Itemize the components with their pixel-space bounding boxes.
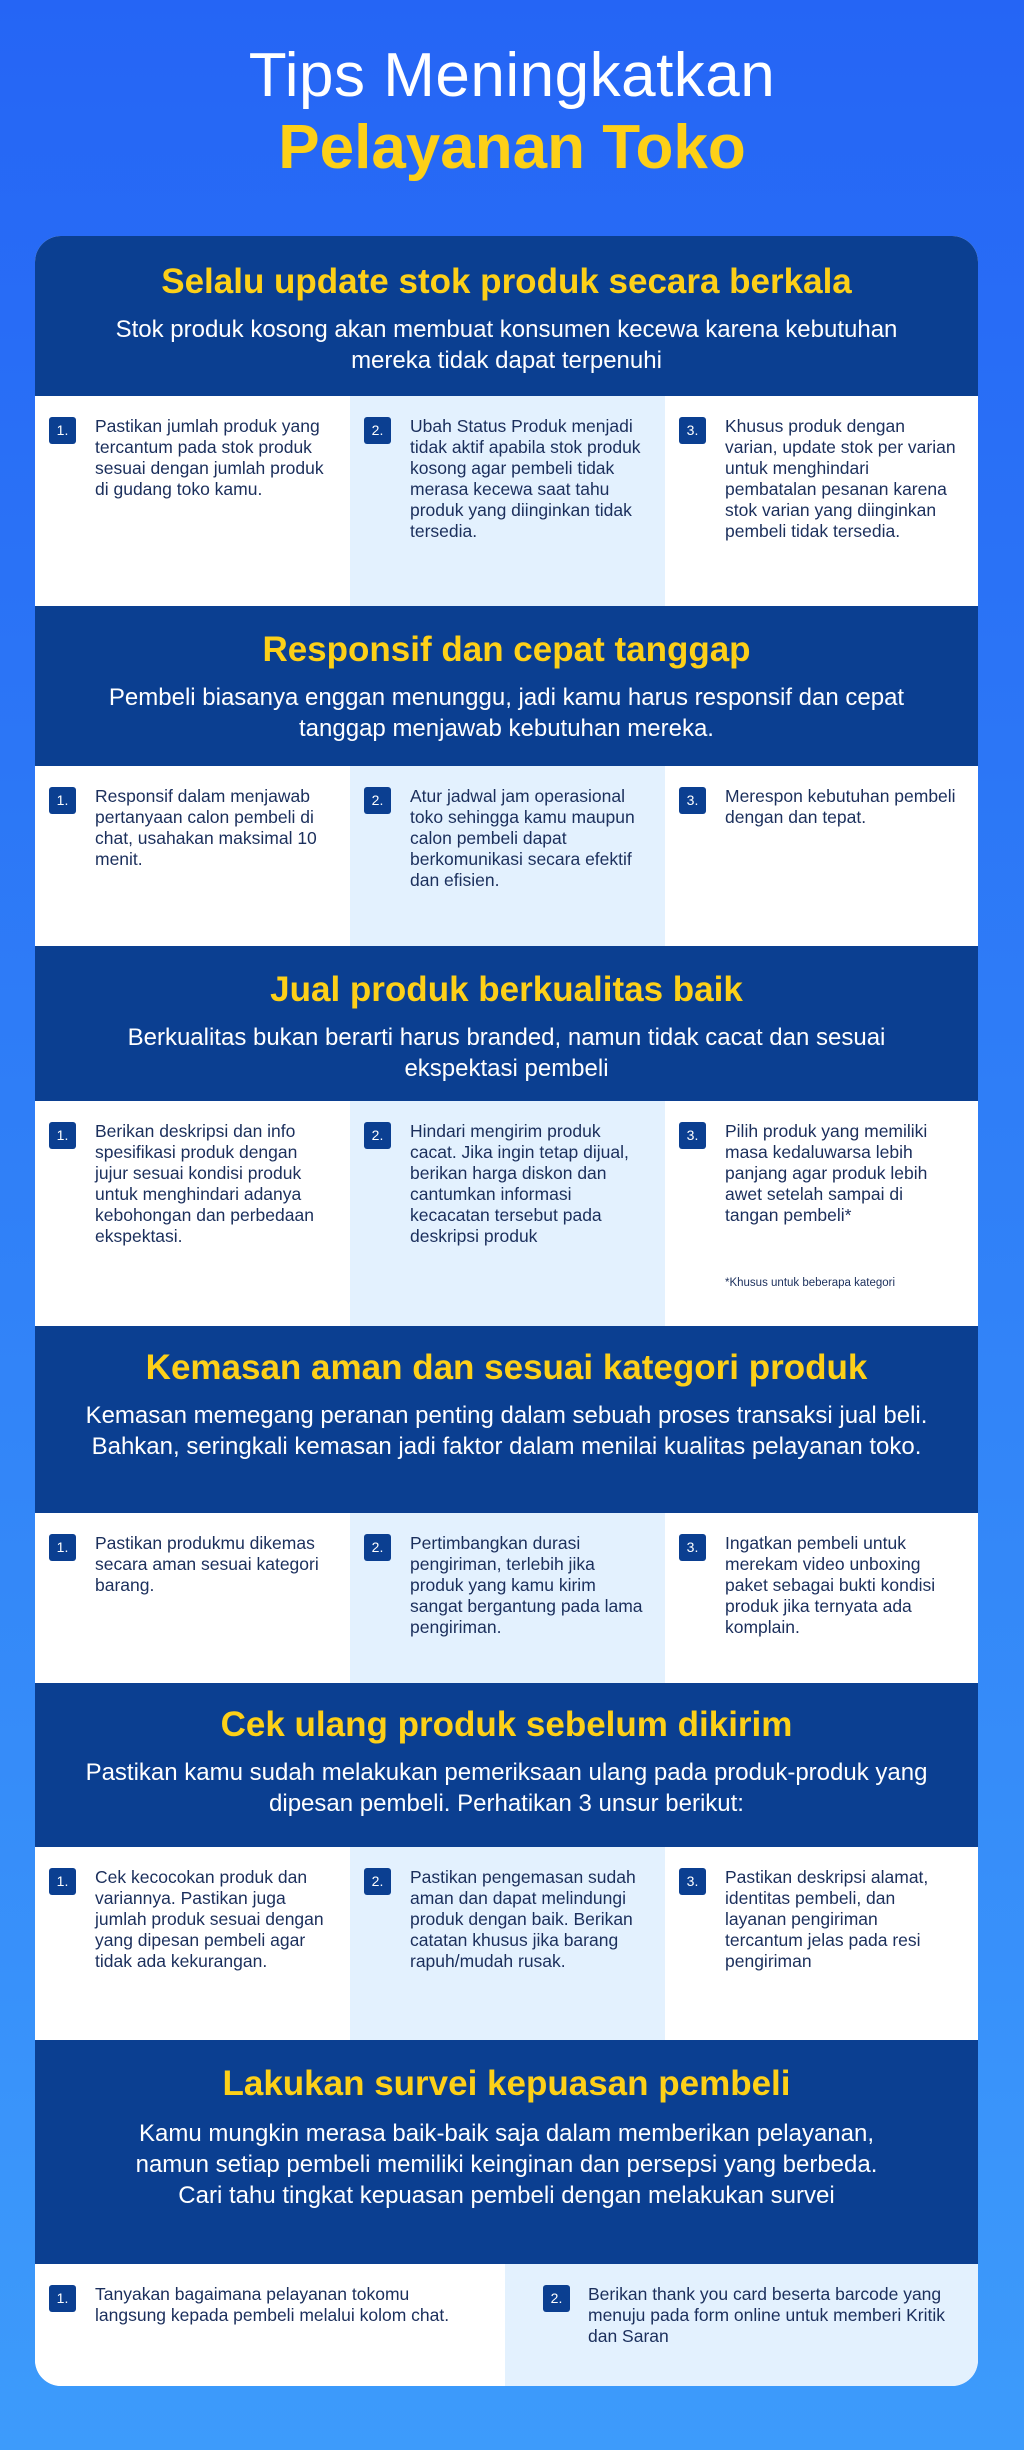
tip-item xyxy=(350,1513,665,1683)
tip-text: Pastikan deskripsi alamat, identitas pembeli, dan layanan pengiriman tercantum jelas pada resi pengiriman xyxy=(725,1867,929,1971)
tips-card xyxy=(35,236,978,2386)
section-description: Pembeli biasanya enggan menunggu, jadi kamu harus responsif dan cepat tanggap menjawab kebutuhan mereka. xyxy=(108,684,905,742)
tip-item xyxy=(665,1513,978,1683)
page-title: Tips Meningkatkan xyxy=(248,41,776,110)
tips-row-packaging xyxy=(35,1513,978,1683)
tip-text: Ingatkan pembeli untuk merekam video unboxing paket sebagai bukti kondisi produk jika ternyata ada komplain. xyxy=(725,1533,936,1637)
tip-text: Berikan thank you card beserta barcode yang menuju pada form online untuk memberi Kritik dan Saran xyxy=(588,2284,945,2346)
tip-number: 2. xyxy=(364,787,391,814)
section-header-survey xyxy=(35,2040,978,2264)
tip-number: 1. xyxy=(49,2285,76,2312)
section-header-recheck xyxy=(35,1683,978,1847)
tip-item xyxy=(665,1101,978,1326)
tip-number: 3. xyxy=(679,787,706,814)
tip-item xyxy=(350,1847,665,2040)
page-subtitle: Pelayanan Toko xyxy=(278,113,746,182)
tip-text: Pilih produk yang memiliki masa kedaluwarsa lebih panjang agar produk lebih awet setelah sampai di tangan pembeli* xyxy=(725,1121,928,1225)
tip-item xyxy=(350,1101,665,1326)
tip-number: 3. xyxy=(679,1122,706,1149)
tip-number: 1. xyxy=(49,417,76,444)
tip-text: Berikan deskripsi dan info spesifikasi produk dengan jujur sesuai kondisi produk untuk menghindari adanya kebohongan dan perbedaan ekspektasi. xyxy=(95,1121,314,1246)
tip-text: Khusus produk dengan varian, update stok per varian untuk menghindari pembatalan pesanan karena stok varian yang diinginkan pembeli tidak tersedia. xyxy=(725,416,956,541)
tip-number: 2. xyxy=(364,1122,391,1149)
section-header-stock xyxy=(35,236,978,396)
section-title: Selalu update stok produk secara berkala xyxy=(161,262,852,301)
tip-number: 1. xyxy=(49,1868,76,1895)
tip-item xyxy=(665,766,978,946)
section-title: Jual produk berkualitas baik xyxy=(270,970,743,1009)
tips-row-stock xyxy=(35,396,978,606)
tips-row-responsive xyxy=(35,766,978,946)
tips-row-recheck xyxy=(35,1847,978,2040)
tip-text: Ubah Status Produk menjadi tidak aktif apabila stok produk kosong agar pembeli tidak merasa kecewa saat tahu produk yang diinginkan tidak tersedia. xyxy=(410,416,641,541)
tip-item xyxy=(35,1513,350,1683)
tip-number: 1. xyxy=(49,1122,76,1149)
section-title: Cek ulang produk sebelum dikirim xyxy=(220,1705,793,1744)
tip-number: 2. xyxy=(364,1868,391,1895)
tips-row-quality xyxy=(35,1101,978,1326)
tip-item xyxy=(35,1847,350,2040)
section-header-quality xyxy=(35,946,978,1101)
section-title: Kemasan aman dan sesuai kategori produk xyxy=(145,1348,868,1387)
tip-text: Pastikan pengemasan sudah aman dan dapat melindungi produk dengan baik. Berikan catatan khusus jika barang rapuh/mudah rusak. xyxy=(410,1867,636,1971)
tip-text: Responsif dalam menjawab pertanyaan calon pembeli di chat, usahakan maksimal 10 menit. xyxy=(95,786,317,869)
section-description: Kemasan memegang peranan penting dalam sebuah proses transaksi jual beli. Bahkan, seringkali kemasan jadi faktor dalam menilai kualitas pelayanan toko. xyxy=(85,1402,928,1460)
section-description: Berkualitas bukan berarti harus branded, namun tidak cacat dan sesuai ekspektasi pembeli xyxy=(127,1024,886,1082)
tips-row-survey xyxy=(35,2264,978,2386)
tip-number: 3. xyxy=(679,1868,706,1895)
section-description: Kamu mungkin merasa baik-baik saja dalam memberikan pelayanan, namun setiap pembeli memiliki keinginan dan persepsi yang berbeda. Cari tahu tingkat kepuasan pembeli dengan melakukan survei xyxy=(135,2120,878,2209)
tip-number: 3. xyxy=(679,417,706,444)
tip-item xyxy=(35,396,350,606)
tip-text: Merespon kebutuhan pembeli dengan dan tepat. xyxy=(725,786,956,827)
section-title: Lakukan survei kepuasan pembeli xyxy=(222,2064,791,2103)
header xyxy=(0,0,1024,235)
tip-text: Hindari mengirim produk cacat. Jika ingin tetap dijual, berikan harga diskon dan cantumkan informasi kecacatan tersebut pada deskripsi produk xyxy=(410,1121,629,1246)
tip-item xyxy=(350,766,665,946)
tip-text: Cek kecocokan produk dan variannya. Pastikan juga jumlah produk sesuai dengan yang dipesan pembeli agar tidak ada kekurangan. xyxy=(95,1867,324,1971)
tip-text: Pastikan produkmu dikemas secara aman sesuai kategori barang. xyxy=(95,1533,319,1595)
footnote: *Khusus untuk beberapa kategori xyxy=(725,1277,896,1289)
tip-item xyxy=(35,2264,505,2386)
section-header-responsive xyxy=(35,606,978,766)
tip-item xyxy=(505,2264,978,2386)
tip-number: 3. xyxy=(679,1534,706,1561)
tip-item xyxy=(665,1847,978,2040)
tip-item xyxy=(665,396,978,606)
tip-item xyxy=(35,1101,350,1326)
section-description: Stok produk kosong akan membuat konsumen kecewa karena kebutuhan mereka tidak dapat terpenuhi xyxy=(115,316,898,374)
tip-text: Pertimbangkan durasi pengiriman, terlebih jika produk yang kamu kirim sangat bergantung pada lama pengiriman. xyxy=(410,1533,643,1637)
tip-text: Tanyakan bagaimana pelayanan tokomu langsung kepada pembeli melalui kolom chat. xyxy=(95,2284,450,2325)
section-title: Responsif dan cepat tanggap xyxy=(262,630,751,669)
tip-item xyxy=(35,766,350,946)
tip-text: Atur jadwal jam operasional toko sehingga kamu maupun calon pembeli dapat berkomunikasi secara efektif dan efisien. xyxy=(410,786,635,890)
section-description: Pastikan kamu sudah melakukan pemeriksaan ulang pada produk-produk yang dipesan pembeli. Perhatikan 3 unsur berikut: xyxy=(85,1759,928,1817)
tip-number: 2. xyxy=(364,417,391,444)
tip-item xyxy=(350,396,665,606)
tip-text: Pastikan jumlah produk yang tercantum pada stok produk sesuai dengan jumlah produk di gudang toko kamu. xyxy=(95,416,324,499)
tip-number: 1. xyxy=(49,787,76,814)
tip-number: 2. xyxy=(364,1534,391,1561)
tip-number: 2. xyxy=(543,2285,570,2312)
tip-number: 1. xyxy=(49,1534,76,1561)
section-header-packaging xyxy=(35,1326,978,1513)
